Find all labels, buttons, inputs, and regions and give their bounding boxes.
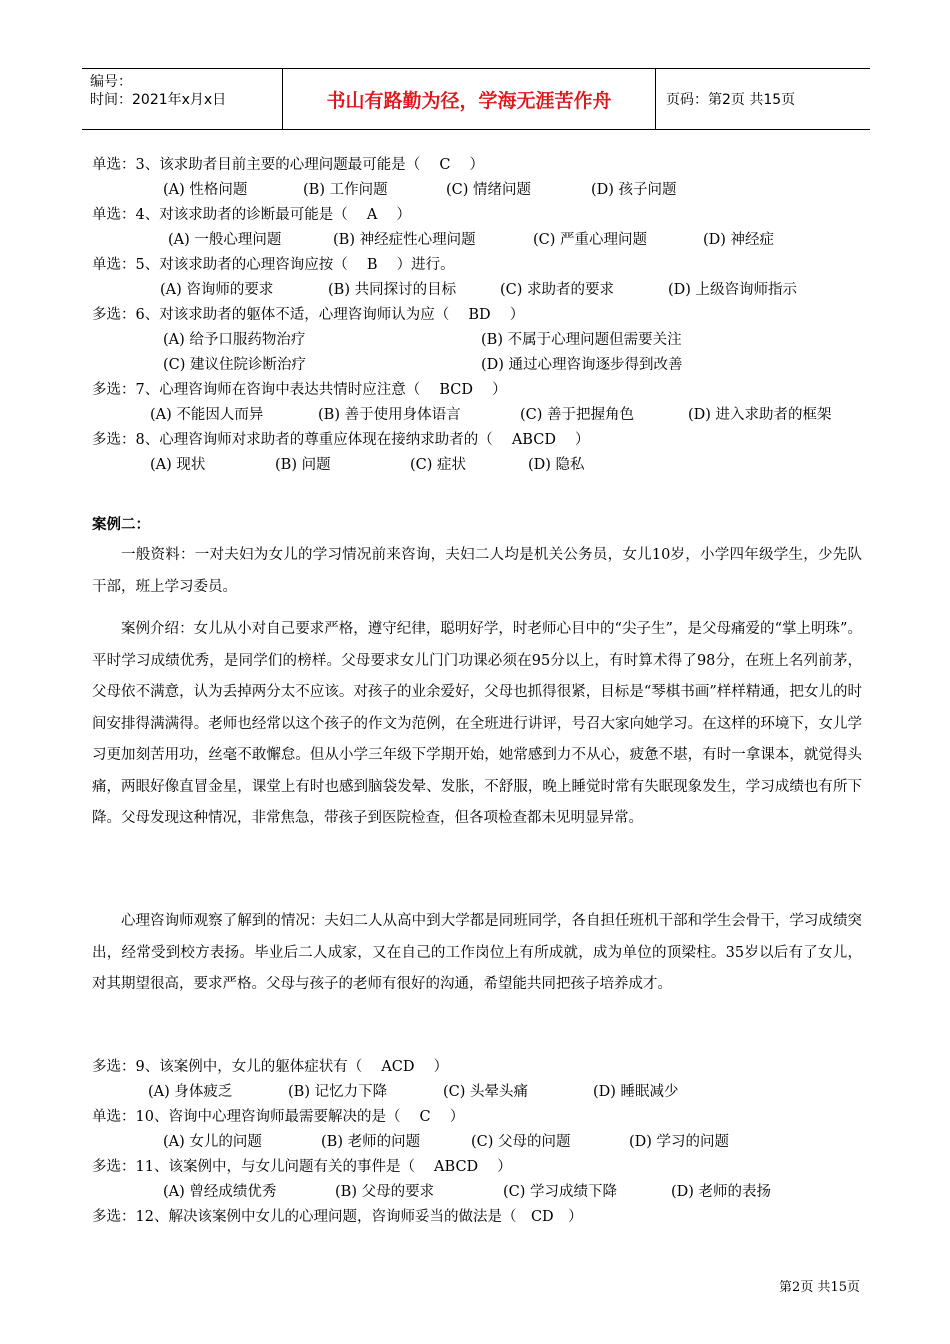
page-header [82, 68, 870, 130]
option: (C) 症状 [410, 457, 467, 473]
question-10: 单选：10、咨询中心理咨询师最需要解决的是（ C ） [92, 1109, 465, 1125]
time-label: 时间：2021年x月x日 [90, 92, 227, 108]
case-paragraph-general: 一般资料：一对夫妇为女儿的学习情况前来咨询，夫妇二人均是机关公务员，女儿10岁，小学四年级学生，少先队干部，班上学习委员。 [92, 547, 862, 595]
option: (A) 给予口服药物治疗 [163, 332, 306, 348]
option: (D) 孩子问题 [591, 182, 677, 198]
question-8: 多选：8、心理咨询师对求助者的尊重应体现在接纳求助者的（ ABCD ） [92, 432, 590, 448]
question-3-options [163, 180, 677, 200]
option: (A) 曾经成绩优秀 [163, 1184, 277, 1200]
option: (C) 头晕头痛 [443, 1084, 529, 1100]
option: (A) 现状 [150, 457, 206, 473]
option: (D) 神经症 [703, 232, 775, 248]
case-paragraph-observation: 心理咨询师观察了解到的情况：夫妇二人从高中到大学都是同班同学，各自担任班机干部和学生会骨干，学习成绩突出，经常受到校方表扬。毕业后二人成家，又在自己的工作岗位上有所成就，成为单位的顶梁柱。35岁以后有了女儿，对其期望很高，要求严格。父母与孩子的老师有很好的沟通，希望能共同把孩子培养成才。 [92, 913, 862, 992]
option: (B) 共同探讨的目标 [328, 282, 457, 298]
option: (B) 神经症性心理问题 [333, 232, 476, 248]
case-title: 案例二： [92, 517, 150, 533]
question-5-options [160, 280, 797, 300]
option: (D) 上级咨询师指示 [668, 282, 798, 298]
option: (D) 学习的问题 [629, 1134, 730, 1150]
question-6-options-row1 [163, 330, 682, 350]
number-label: 编号： [90, 74, 132, 90]
option: (C) 建议住院诊断治疗 [163, 357, 307, 373]
question-12: 多选：12、解决该案例中女儿的心理问题，咨询师妥当的做法是（ CD ） [92, 1209, 583, 1225]
question-4-options [168, 230, 774, 250]
question-6: 多选：6、对该求助者的躯体不适，心理咨询师认为应（ BD ） [92, 307, 525, 323]
header-meta [82, 69, 282, 129]
option: (C) 情绪问题 [446, 182, 532, 198]
question-3: 单选：3、该求助者目前主要的心理问题最可能是（ C ） [92, 157, 485, 173]
question-9-options [148, 1082, 679, 1102]
option: (C) 求助者的要求 [500, 282, 615, 298]
question-11: 多选：11、该案例中，与女儿问题有关的事件是（ ABCD ） [92, 1159, 512, 1175]
header-motto: 书山有路勤为径，学海无涯苦作舟 [282, 69, 656, 129]
case-paragraph-intro: 案例介绍：女儿从小对自己要求严格，遵守纪律，聪明好学，时老师心目中的“尖子生”，是父母痛爱的“掌上明珠”。平时学习成绩优秀，是同学们的榜样。父母要求女儿门门功课必须在95分以上，有时算术得了98分，在班上名列前茅，父母依不满意，认为丢掉两分太不应该。对孩子的业余爱好，父母也抓得很紧，目标是“琴棋书画”样样精通，把女儿的时间安排得满满得。老师也经常以这个孩子的作文为范例，在全班进行讲评，号召大家向她学习。在这样的环境下，女儿学习更加刻苦用功，丝毫不敢懈怠。但从小学三年级下学期开始，她常感到力不从心，疲惫不堪，有时一拿课本，就觉得头痛，两眼好像直冒金星，课堂上有时也感到脑袋发晕、发胀，不舒服，晚上睡觉时常有失眠现象发生，学习成绩也有所下降。父母发现这种情况，非常焦急，带孩子到医院检查，但各项检查都未见明显异常。 [92, 621, 862, 826]
option: (B) 善于使用身体语言 [318, 407, 461, 423]
option: (A) 不能因人而异 [150, 407, 264, 423]
question-9: 多选：9、该案例中，女儿的躯体症状有（ ACD ） [92, 1059, 449, 1075]
header-page-info: 页码：第2页 共15页 [666, 92, 796, 108]
option: (D) 睡眠减少 [593, 1084, 679, 1100]
option: (B) 老师的问题 [321, 1134, 421, 1150]
option: (C) 严重心理问题 [533, 232, 648, 248]
option: (C) 善于把握角色 [520, 407, 635, 423]
option: (A) 一般心理问题 [168, 232, 282, 248]
question-5: 单选：5、对该求助者的心理咨询应按（ B ）进行。 [92, 257, 455, 273]
question-10-options [163, 1132, 729, 1152]
option: (B) 工作问题 [303, 182, 388, 198]
option: (A) 女儿的问题 [163, 1134, 262, 1150]
page-footer: 第2页 共15页 [779, 1280, 860, 1295]
option: (A) 身体疲乏 [148, 1084, 233, 1100]
question-7: 多选：7、心理咨询师在咨询中表达共情时应注意（ BCD ） [92, 382, 507, 398]
option: (D) 老师的表扬 [671, 1184, 772, 1200]
question-6-options-row2 [163, 355, 683, 375]
option: (A) 性格问题 [163, 182, 248, 198]
option: (D) 进入求助者的框架 [688, 407, 832, 423]
option: (D) 隐私 [528, 457, 585, 473]
option: (B) 记忆力下降 [288, 1084, 388, 1100]
option: (C) 父母的问题 [471, 1134, 571, 1150]
question-4: 单选：4、对该求助者的诊断最可能是（ A ） [92, 207, 411, 223]
option: (B) 父母的要求 [335, 1184, 435, 1200]
option: (B) 不属于心理问题但需要关注 [481, 332, 682, 348]
question-11-options [163, 1182, 771, 1202]
option: (B) 问题 [275, 457, 331, 473]
option: (A) 咨询师的要求 [160, 282, 274, 298]
question-8-options [150, 455, 585, 475]
option: (D) 通过心理咨询逐步得到改善 [481, 357, 683, 373]
option: (C) 学习成绩下降 [503, 1184, 618, 1200]
question-7-options [150, 405, 832, 425]
